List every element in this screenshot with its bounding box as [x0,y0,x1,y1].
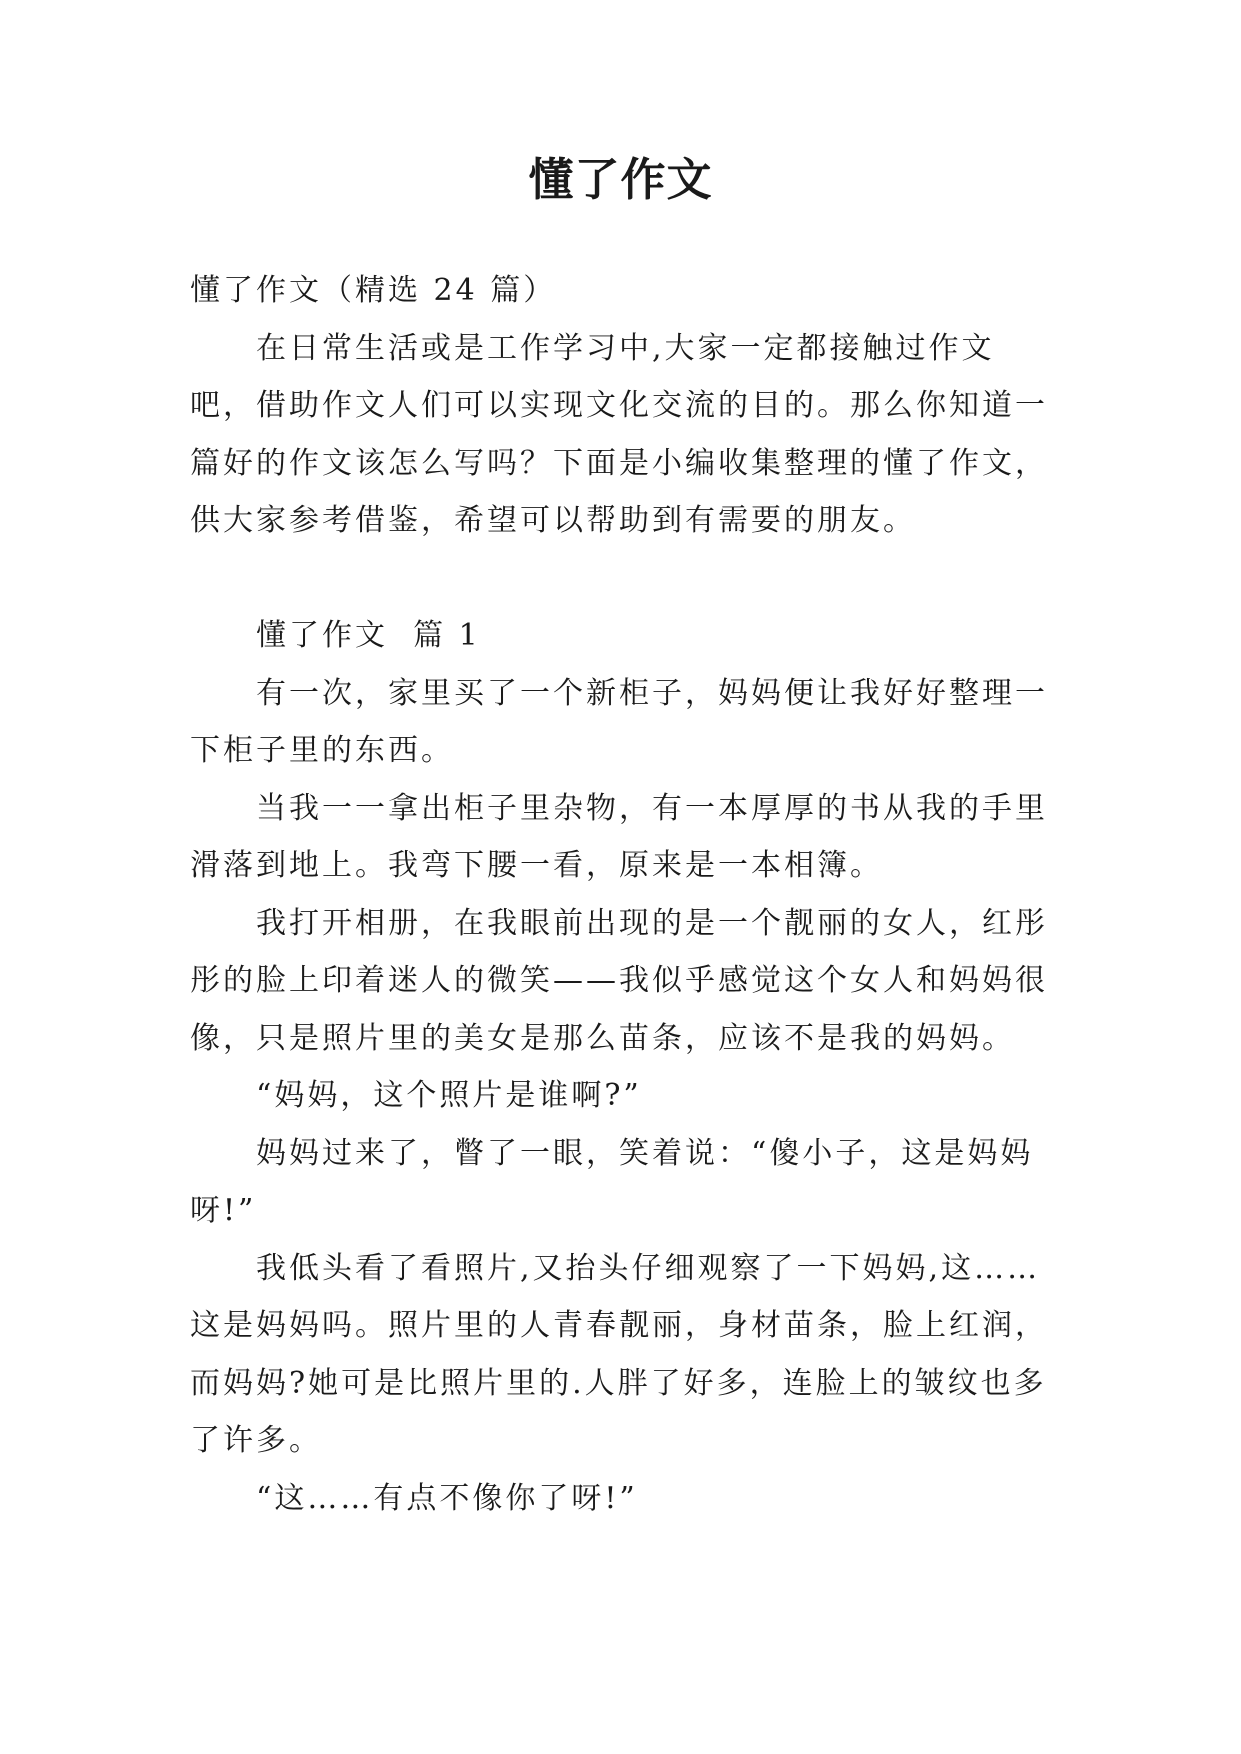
document-subtitle: 懂了作文（精选 24 篇） [190,273,557,308]
body-paragraph: 妈妈过来了，瞥了一眼，笑着说：“傻小子，这是妈妈呀!” [190,1135,1034,1228]
section-heading: 懂了作文 篇 1 [256,618,481,653]
body-paragraph: 当我一一拿出柜子里杂物，有一本厚厚的书从我的手里滑落到地上。我弯下腰一看，原来是一本相簿。 [190,790,1048,883]
body-paragraph: 我打开相册，在我眼前出现的是一个靓丽的女人，红彤彤的脸上印着迷人的微笑——我似乎感觉这个女人和妈妈很像，只是照片里的美女是那么苗条，应该不是我的妈妈。 [190,905,1048,1056]
body-paragraph: “妈妈，这个照片是谁啊?” [256,1078,642,1113]
body-paragraph: 我低头看了看照片,又抬头仔细观察了一下妈妈,这……这是妈妈吗。照片里的人青春靓丽，身材苗条，脸上红润，而妈妈?她可是比照片里的.人胖了好多，连脸上的皱纹也多了许多。 [190,1250,1048,1458]
paragraph-gap [190,550,1055,608]
body-paragraph: “这……有点不像你了呀!” [256,1480,638,1516]
document-title: 懂了作文 [528,153,713,206]
intro-paragraph: 在日常生活或是工作学习中,大家一定都接触过作文吧，借助作文人们可以实现文化交流的目的。那么你知道一篇好的作文该怎么写吗？下面是小编收集整理的懂了作文，供大家参考借鉴，希望可以帮助到有需要的朋友。 [190,330,1048,538]
document-body [190,262,1055,1527]
body-paragraph: 有一次，家里买了一个新柜子，妈妈便让我好好整理一下柜子里的东西。 [190,675,1048,768]
